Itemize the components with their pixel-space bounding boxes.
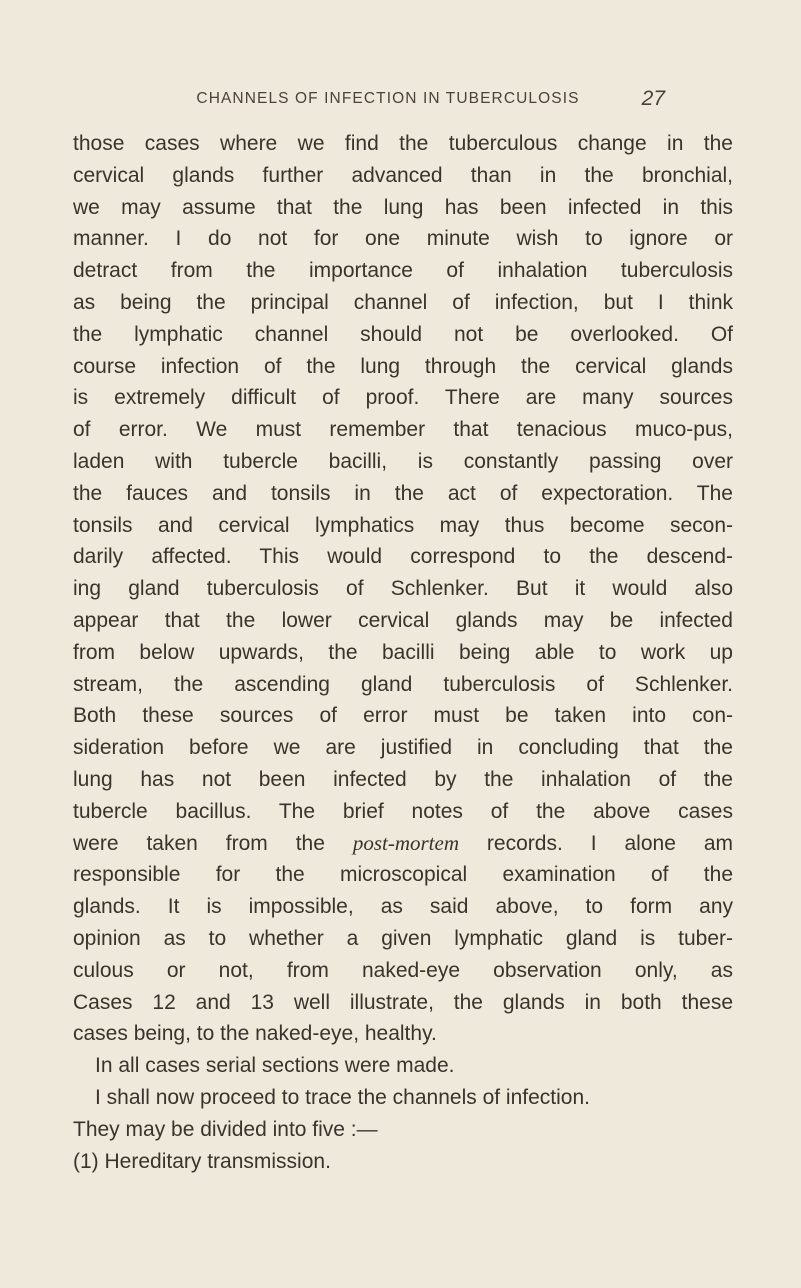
text-line: manner. I do not for one minute wish to ignore or xyxy=(73,227,733,251)
paragraph-channels-line: I shall now proceed to trace the channels of infection. xyxy=(95,1085,590,1109)
italic-term-post-mortem: post-mortem xyxy=(352,830,459,855)
running-title: CHANNELS OF INFECTION IN TUBERCULOSIS xyxy=(196,90,580,107)
text-line: culous or not, from naked-eye observation only, as xyxy=(73,958,733,982)
text-line: tubercle bacillus. The brief notes of the above cases xyxy=(73,799,733,823)
text-line: detract from the importance of inhalation tuberculosis xyxy=(73,259,733,283)
text-line: Both these sources of error must be taken into con- xyxy=(73,704,733,728)
text-line: the fauces and tonsils in the act of expectoration. The xyxy=(73,481,733,505)
text-line: those cases where we find the tuberculous change in the xyxy=(73,132,733,155)
text-line: of error. We must remember that tenacious muco-pus, xyxy=(73,418,733,442)
text-line: opinion as to whether a given lymphatic gland is tuber- xyxy=(73,926,733,950)
text-line: appear that the lower cervical glands may be infected xyxy=(73,608,733,632)
text-line: ing gland tuberculosis of Schlenker. But it would also xyxy=(73,577,733,601)
text-line: sideration before we are justified in concluding that the xyxy=(73,736,733,760)
paragraph-serial-sections: In all cases serial sections were made. xyxy=(95,1054,455,1078)
list-item-hereditary: (1) Hereditary transmission. xyxy=(73,1149,331,1173)
text-line: responsible for the microscopical examination of the xyxy=(73,863,733,887)
text-fragment: were taken from the xyxy=(73,831,353,855)
text-line: cervical glands further advanced than in the bronchial, xyxy=(73,163,733,187)
text-line: laden with tubercle bacilli, is constantly passing over xyxy=(73,449,733,473)
text-line: Cases 12 and 13 well illustrate, the glands in both these xyxy=(73,990,733,1014)
text-line: is extremely difficult of proof. There are many sources xyxy=(73,386,733,410)
text-line: lung has not been infected by the inhalation of the xyxy=(73,767,733,791)
text-line: as being the principal channel of infection, but I think xyxy=(73,290,733,314)
text-line: from below upwards, the bacilli being able to work up xyxy=(73,640,733,664)
paragraph-channels-line: They may be divided into five :— xyxy=(73,1117,378,1141)
body-text xyxy=(73,128,733,1177)
page-number: 27 xyxy=(641,87,665,110)
text-line: course infection of the lung through the cervical glands xyxy=(73,354,733,378)
text-line: we may assume that the lung has been infected in this xyxy=(73,195,733,219)
text-line: the lymphatic channel should not be overlooked. Of xyxy=(73,322,733,346)
text-line: glands. It is impossible, as said above, to form any xyxy=(73,895,733,919)
text-line: stream, the ascending gland tuberculosis of Schlenker. xyxy=(73,672,733,696)
text-line: darily affected. This would correspond to the descend- xyxy=(73,545,733,569)
text-fragment: records. I alone am xyxy=(459,831,733,855)
text-line-with-italic xyxy=(73,828,733,860)
paragraph-last-line: cases being, to the naked-eye, healthy. xyxy=(73,1022,437,1046)
text-line: tonsils and cervical lymphatics may thus become secon- xyxy=(73,513,733,537)
running-head xyxy=(128,87,665,114)
